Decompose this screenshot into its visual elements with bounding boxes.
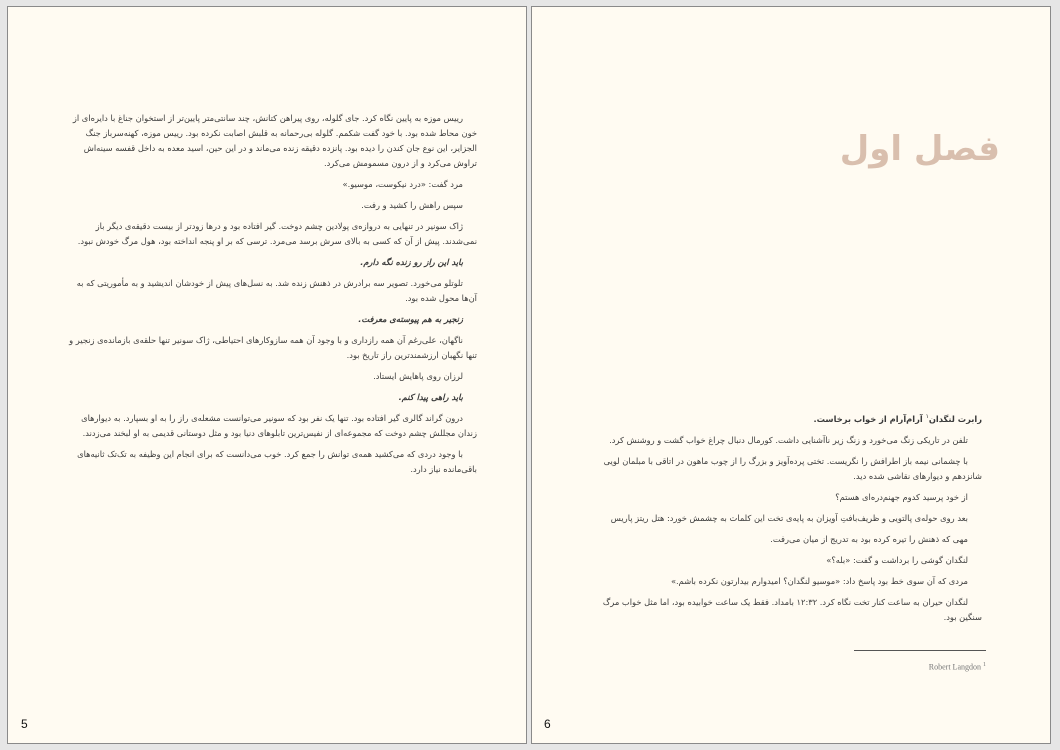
paragraph: درون گراند گالری گیر افتاده بود. تنها یک نفر بود که سونیر می‌توانست مشعله‌ی راز را به او بسپارد. به دیوارهای زندان مجللش چشم دوخت که مجموعه‌ای از نفیس‌ترین تابلوهای دنیا بود و مثل دوستانی قدیمی به او لبخند می‌زدند. — [81, 413, 477, 438]
footnote-ref[interactable]: ۱ — [925, 413, 929, 420]
italic-thought: باید این راز رو زنده نگه دارم. — [360, 257, 463, 267]
watermark: ​ — [72, 311, 104, 359]
footnote — [929, 662, 986, 672]
footnote-text: Robert Langdon — [928, 662, 981, 672]
paragraph: لنگدان حیران به ساعت کنار تخت نگاه کرد. ۱۲:۳۲ بامداد. فقط یک ساعت خوابیده بود، اما مثل خواب مرگ سنگین بود. — [602, 596, 982, 622]
chapter-title: فصل اول — [839, 129, 1000, 169]
paragraph: لنگدان گوشی را برداشت و گفت: «بله؟» — [826, 554, 968, 565]
paragraph: با وجود دردی که می‌کشید همه‌ی توانش را جمع کرد. خوب می‌دانست که برای انجام این وظیفه به تک‌تک ثانیه‌های باقی‌مانده نیاز دارد. — [77, 449, 477, 474]
paragraph: مردی که آن سوی خط بود پاسخ داد: «موسیو لنگدان؟ امیدوارم بیدارتون نکرده باشم.» — [670, 575, 968, 586]
paragraph: سپس راهش را کشید و رفت. — [361, 200, 463, 210]
paragraph: مرد گفت: «درد نیکوست، موسیو.» — [342, 179, 463, 189]
italic-thought: زنجیر به هم پیوسته‌ی معرفت. — [358, 314, 463, 324]
paragraph: از خود پرسید کدوم جهنم‌دره‌ای هستم؟ — [835, 491, 968, 502]
paragraph: تلوتلو می‌خورد. تصویر سه برادرش در ذهنش زنده شد. به نسل‌های پیش از خودشان اندیشید و به مأموریتی که به آن‌ها محول شده بود. — [76, 278, 477, 303]
paragraph: لرزان روی پاهایش ایستاد. — [373, 371, 463, 381]
paragraph: رییس موزه به پایین نگاه کرد. جای گلوله، روی پیراهن کتانش، چند سانتی‌متر پایین‌تر از استخوان جناغ با دایره‌ای از خون محاط شده بود. با خود گفت شکمم. گلوله بی‌رحمانه به قلبش اصابت نکرده بود. رییس موزه، کهنه‌سرباز جنگ الجزایر، این نوع جان کندن را دیده بود. پانزده دقیقه زنده می‌ماند و در این حین، اسید معده به داخل قفسه سینه‌اش تراوش می‌کرد و از درون مسمومش می‌کرد. — [72, 113, 477, 168]
footnote-number: 1 — [983, 662, 986, 668]
page-number: 5 — [21, 717, 28, 731]
paragraph: ژاک سونیر در تنهایی به دروازه‌ی پولادین چشم دوخت. گیر افتاده بود و درها زودتر از بیست دقیقه‌ی دیگر باز نمی‌شدند. پیش از آن که کسی به بالای سرش برسد می‌مرد. ترسی که بر او پنجه انداخته بود، هول مرگ خودش نبود. — [77, 221, 477, 246]
opening-name: رابرت لنگدان — [928, 413, 982, 424]
paragraph: تلفن در تاریکی زنگ می‌خورد و زنگ زیر ناآشنایی داشت. کورمال دنبال چراغ خواب گشت و روشنش کرد. — [609, 434, 968, 445]
paragraph: بعد روی حوله‌ی پالتویی و ظریف‌بافتِ آویزان به پایه‌ی تخت این کلمات به چشمش خورد: هتل ریتز پاریس — [610, 512, 968, 523]
body-text-right — [602, 409, 982, 631]
page-number: 6 — [544, 717, 551, 731]
body-text-left — [63, 111, 477, 483]
footnote-divider — [854, 650, 986, 651]
italic-thought: باید راهی پیدا کنم. — [398, 392, 463, 402]
paragraph: ناگهان، علی‌رغم آن همه رازداری و با وجود آن همه سازوکارهای احتیاطی، ژاک سونیر تنها حلقه‌ی بازمانده‌ی زنجیر و تنها نگهبان ارزشمندترین راز تاریخ بود. — [69, 335, 477, 360]
paragraph: با چشمانی نیمه باز اطرافش را نگریست. تختی پرده‌آویز و بزرگ را از چوب ماهون در اتاقی با مبلمان لویی شانزدهم و دیوارهای نقاشی شده دید. — [603, 455, 982, 481]
opening-paragraph — [602, 409, 982, 427]
page-left — [7, 6, 527, 744]
opening-rest: آرام‌آرام از خواب برخاست. — [813, 413, 926, 424]
paragraph: مهی که ذهنش را تیره کرده بود به تدریج از میان می‌رفت. — [770, 533, 968, 544]
page-right — [531, 6, 1051, 744]
